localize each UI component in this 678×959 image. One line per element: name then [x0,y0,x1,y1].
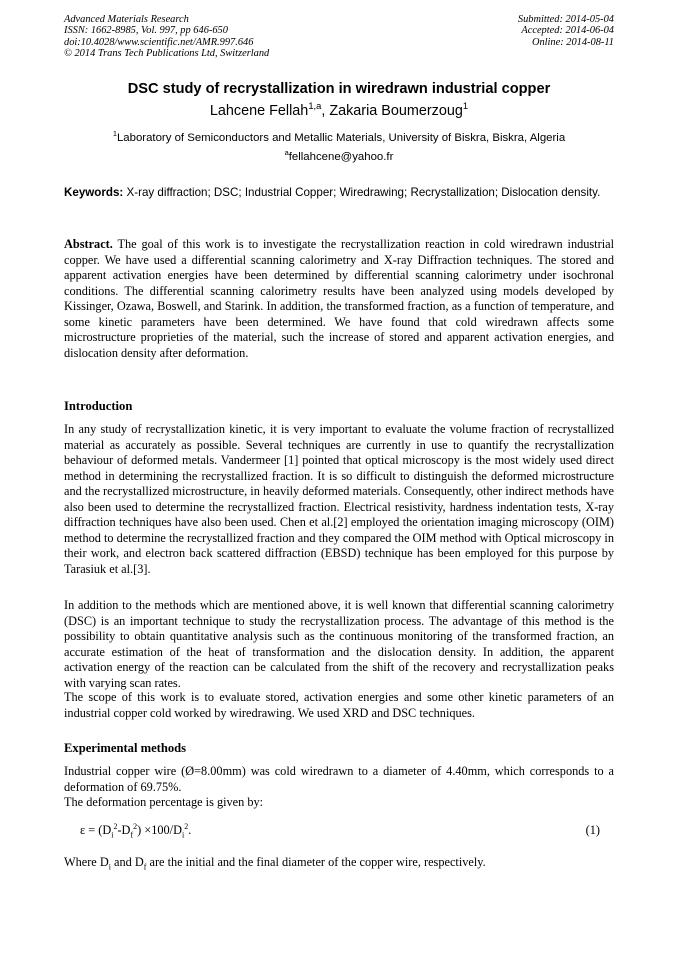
paragraph-line: The deformation percentage is given by: [64,795,264,809]
equation-number: (1) [585,823,600,837]
affiliation-mark: 1 [112,129,117,139]
equation-explanation: Where $D_i$ and $D_f$ are the initial and the final diameter of the copper wire, respectively. [64,855,486,872]
section-heading-experimental: Experimental methods [64,741,187,755]
journal-name: Advanced Materials Research [64,14,189,25]
email-mark: a [284,148,289,158]
author-separator: , [321,103,330,119]
paragraph: In any study of recrystallization kinetic, it is very important to evaluate the volume fraction of recrystallized material as accurately as possible. Several techniques are currently in use to quantify the recrystallization behaviour of deformed metals. Vandermeer [1] pointed that optical microscopy is the most widely used direct method in determining the recrystallized fraction. It is so difficult to distinguish the deformed microstructure and the recrystallized microstructure, in heavily deformed materials. Consequently, other indirect methods have also been used to determine the recrystallized fraction. Electrical resistivity, hardness indentation tests, X-ray diffraction techniques have also been used. Chen et al.[2] employed the orientation imaging microscopy (OIM) method to determine the recrystallized fraction and they compared the OIM method with Optical microscopy in their work, and electron back scattered diffraction (EBSD) technique has been employed for this purpose by Tarasiuk et al.[3]. [64,422,614,576]
email-address: fellahcene@yahoo.fr [288,151,394,163]
abstract-text: The goal of this work is to investigate the recrystallization reaction in cold wiredrawn industrial copper. We have used a differential scanning calorimetry and X-ray Diffraction techniques. The stored and apparent activation energies have been determined by differential scanning calorimetry under isochronal conditions. The differential scanning calorimetry results have been analyzed using models developed by Kissinger, Ozawa, Boswell, and Starink. In addition, the transformed fraction, as a function of temperature, and some kinetic parameters have been determined. We have found that cold wiredrawn affects some microstructure proprieties of the material, such the increase of stored and apparent activation energies, and dislocation density after deformation. [64,237,614,360]
accepted-date: Accepted: 2014-06-04 [521,25,614,37]
section-heading-introduction: Introduction [64,399,133,413]
journal-info [64,14,269,60]
copyright-line: © 2014 Trans Tech Publications Ltd, Switzerland [64,48,270,60]
paper-title: DSC study of recrystallization in wiredrawn industrial copper [127,81,551,97]
submitted-date: Submitted: 2014-05-04 [517,14,614,25]
paragraph: The scope of this work is to evaluate stored, activation energies and some other kinetic parameters of an industrial copper cold worked by wiredrawing. We used XRD and DSC techniques. [64,690,614,720]
keywords-text: X-ray diffraction; DSC; Industrial Copper; Wiredrawing; Recrystallization; Dislocation density. [123,186,601,199]
affiliation [0,129,678,144]
equation: $\varepsilon = (D_i^2-D_f^2) \times 100/D_i^2$. [80,821,192,840]
paragraph-line: Industrial copper wire (Ø=8.00mm) was cold wiredrawn to a diameter of 4.40mm, which corresponds to a deformation of 69.75%. [64,764,614,794]
publication-dates [518,14,614,48]
keywords-label: Keywords: [64,186,124,199]
abstract-label: Abstract. [64,237,113,251]
issn-line: ISSN: 1662-8985, Vol. 997, pp 646-650 [64,25,228,37]
author-name: Lahcene Fellah [209,103,309,119]
abstract [64,237,614,361]
keywords [64,186,614,201]
doi-line: doi:10.4028/www.scientific.net/AMR.997.646 [64,36,254,48]
author-affiliation-mark: 1 [462,101,469,112]
paragraph: In addition to the methods which are mentioned above, it is well known that differential scanning calorimetry (DSC) is an important technique to study the recrystallization process. The advantage of this method is the possibility to obtain quantitative analysis such as the continuous monitoring of the transformed fraction, an accurate estimation of the heat of transformation and the dislocation density. In addition, the apparent activation energy of the reaction can be calculated from the shift of the recovery and recrystallization peaks with varying scan rates. [64,598,614,690]
author-affiliation-mark: 1,a [308,101,322,112]
online-date: Online: 2014-08-11 [531,36,614,48]
affiliation-text: Laboratory of Semiconductors and Metallic Materials, University of Biskra, Biskra, Algeria [116,132,566,144]
author-list [0,103,678,119]
paragraph [64,764,614,811]
author-email [0,148,678,163]
author-name: Zakaria Boumerzoug [329,103,463,119]
